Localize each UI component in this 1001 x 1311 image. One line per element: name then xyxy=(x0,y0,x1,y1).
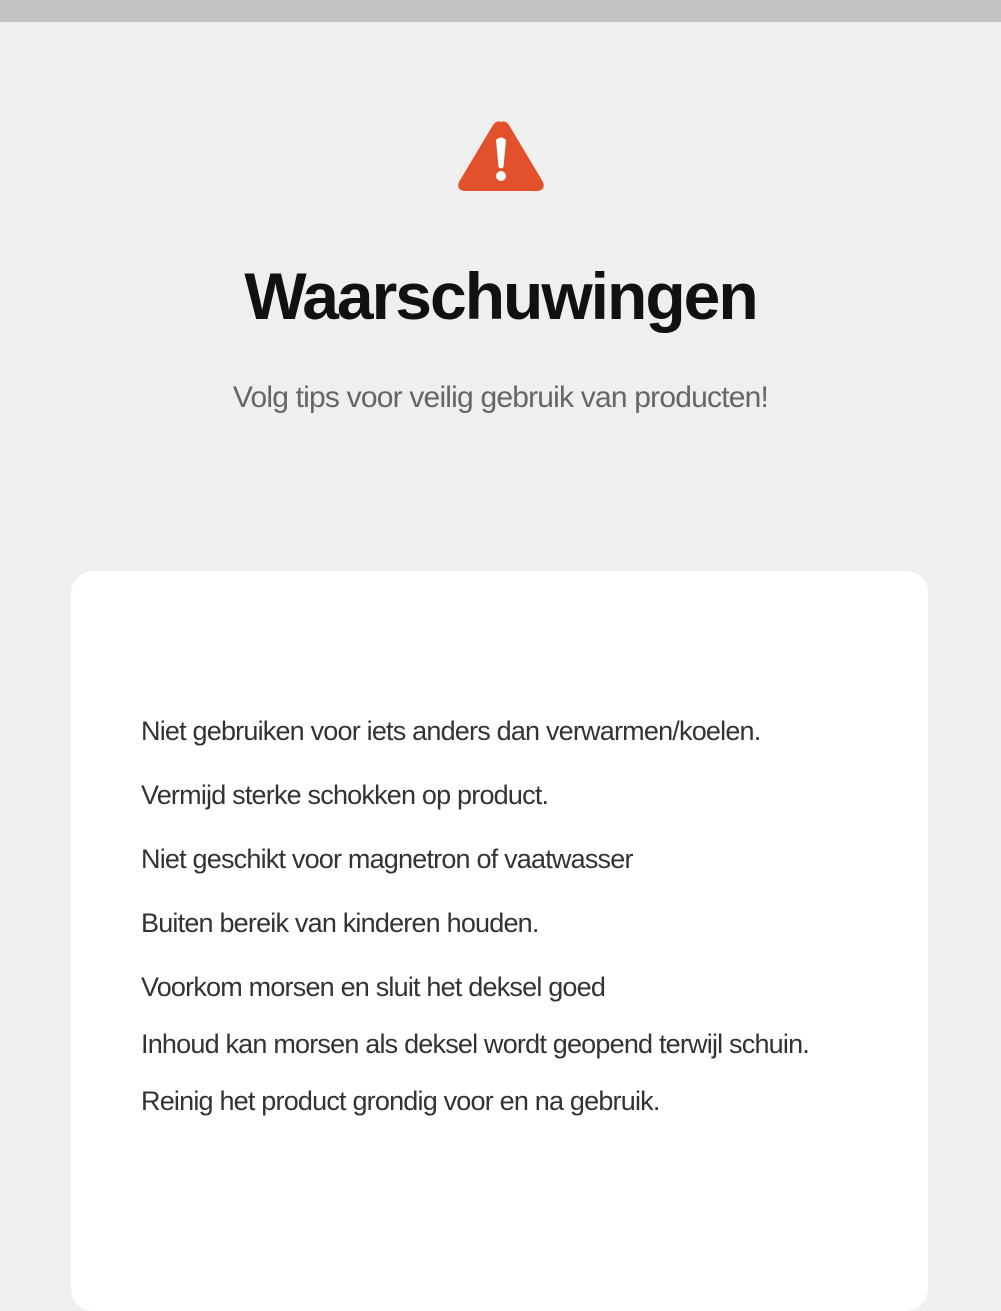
page-subtitle: Volg tips voor veilig gebruik van producten! xyxy=(232,381,769,414)
page-title: Waarschuwingen xyxy=(244,259,757,333)
warning-triangle-icon xyxy=(455,118,547,194)
warning-item: Inhoud kan morsen als deksel wordt geopend terwijl schuin. xyxy=(141,1029,810,1059)
warning-item: Niet gebruiken voor iets anders dan verwarmen/koelen. xyxy=(141,716,761,746)
warning-item: Buiten bereik van kinderen houden. xyxy=(141,908,539,938)
top-bar xyxy=(0,0,1001,22)
warning-item: Vermijd sterke schokken op product. xyxy=(141,780,549,810)
warning-item: Reinig het product grondig voor en na gebruik. xyxy=(141,1086,660,1116)
warning-item: Voorkom morsen en sluit het deksel goed xyxy=(141,972,606,1002)
warnings-card xyxy=(71,571,928,1311)
warning-item: Niet geschikt voor magnetron of vaatwasser xyxy=(141,844,633,874)
